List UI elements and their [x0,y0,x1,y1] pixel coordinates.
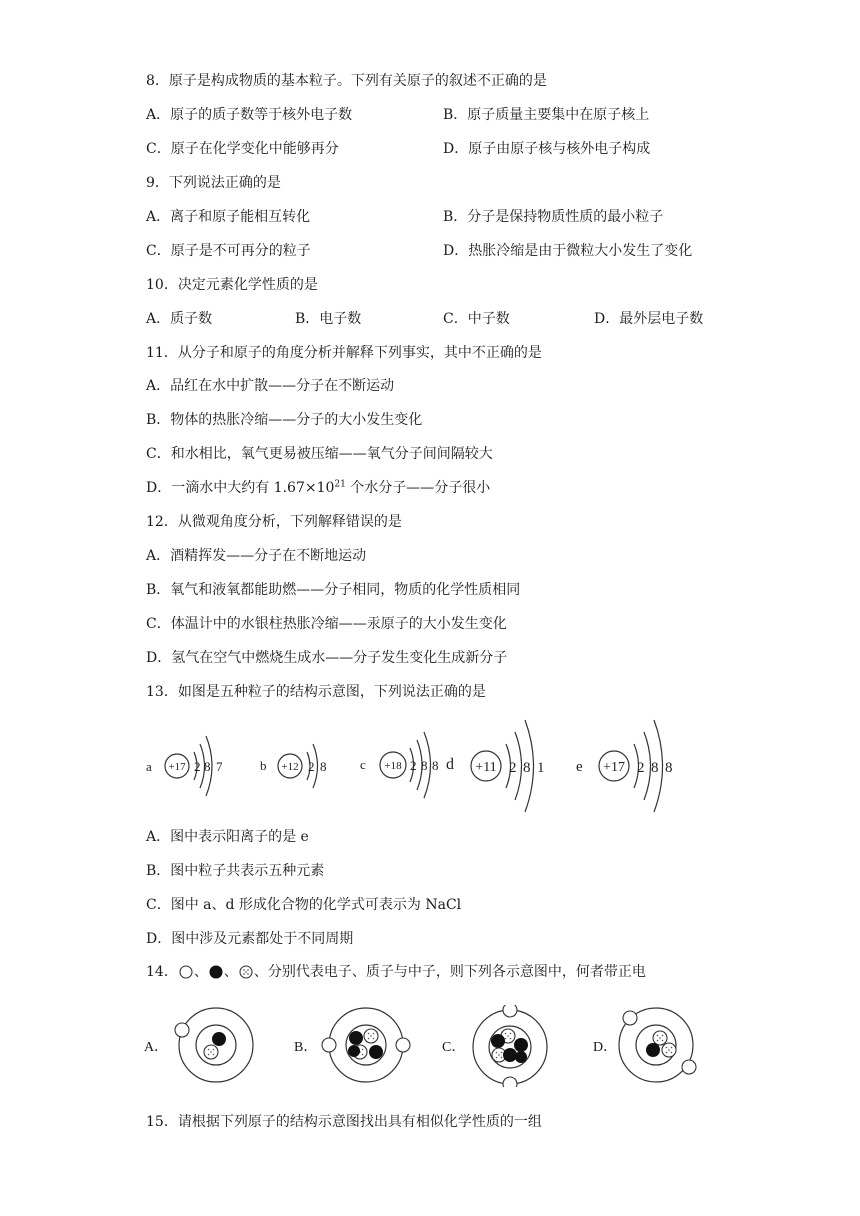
particle-e-shell-2: 8 [651,760,659,776]
question-15-stem: 15．请根据下列原子的结构示意图找出具有相似化学性质的一组 [146,1114,542,1130]
q10-option-d: D．最外层电子数 [594,311,704,327]
q8-option-d: D．原子由原子核与核外电子构成 [443,141,651,157]
q12-option-a: A．酒精挥发——分子在不断地运动 [146,548,367,564]
q9-option-a: A．离子和原子能相互转化 [146,209,311,225]
particle-a-shell-2: 8 [204,759,211,774]
particle-c-label: c [360,757,366,772]
atom-models-diagram [140,1005,710,1087]
particle-c-shell-1: 2 [410,758,417,773]
particle-e-nucleus: +17 [603,760,625,775]
q13-option-d: D．图中涉及元素都处于不同周期 [146,931,354,947]
electron-symbol-icon [178,964,194,980]
q14-option-b: B． [294,1040,318,1055]
neutron-symbol-icon [238,964,254,980]
question-13-stem: 13．如图是五种粒子的结构示意图，下列说法正确的是 [146,684,486,700]
q11-option-c: C．和水相比，氧气更易被压缩——氧气分子间间隔较大 [146,446,493,462]
question-8-stem: 8．原子是构成物质的基本粒子。下列有关原子的叙述不正确的是 [146,73,547,89]
particle-e-shell-1: 2 [637,760,645,776]
q11-option-b: B．物体的热胀冷缩——分子的大小发生变化 [146,412,423,428]
question-12-stem: 12．从微观角度分析，下列解释错误的是 [146,514,402,530]
q12-option-c: C．体温计中的水银柱热胀冷缩——汞原子的大小发生变化 [146,616,507,632]
q13-option-b: B．图中粒子共表示五种元素 [146,863,325,879]
particle-e-label: e [576,759,583,775]
q14-number: 14． [146,964,178,980]
q11-option-a: A．品红在水中扩散——分子在不断运动 [146,378,395,394]
q11-option-d [146,478,490,498]
proton-symbol-icon [208,964,224,980]
question-11-stem: 11．从分子和原子的角度分析并解释下列事实，其中不正确的是 [146,345,542,361]
particle-b-shell-1: 2 [308,759,315,774]
q13-option-a: A．图中表示阳离子的是 e [146,829,309,845]
q14-option-c: C． [442,1040,466,1055]
q14-separator-2: 、 [223,964,238,980]
particle-a-nucleus: +17 [168,761,186,773]
q8-option-a: A．原子的质子数等于核外电子数 [146,107,353,123]
particle-d-shell-2: 8 [523,760,531,776]
q10-option-a: A．质子数 [146,311,213,327]
particle-b-label: b [260,758,267,773]
particle-a-label: a [146,759,152,774]
q14-separator-3: 、 [253,964,268,980]
particle-d-label: d [446,756,454,773]
particle-e-shell-3: 8 [665,760,673,776]
q10-option-b: B．电子数 [295,311,362,327]
q9-option-c: C．原子是不可再分的粒子 [146,243,311,259]
particle-b-shell-2: 8 [320,759,327,774]
q11-option-d-exponent: 21 [334,479,346,490]
q14-option-d: D． [593,1040,618,1055]
question-9-stem: 9．下列说法正确的是 [146,175,281,191]
q12-option-d: D．氢气在空气中燃烧生成水——分子发生变化生成新分子 [146,650,508,666]
q9-option-d: D．热胀冷缩是由于微粒大小发生了变化 [443,243,693,259]
q14-option-a: A． [144,1040,169,1055]
q11-option-d-post: 个水分子——分子很小 [345,480,491,496]
q14-separator-1: 、 [193,964,208,980]
particle-c-shell-2: 8 [421,758,428,773]
q8-option-c: C．原子在化学变化中能够再分 [146,141,339,157]
particle-d-nucleus: +11 [475,760,497,775]
particle-d-shell-3: 1 [537,760,545,776]
particle-c-nucleus: +18 [384,760,402,772]
q13-option-c: C．图中 a、d 形成化合物的化学式可表示为 NaCl [146,897,462,913]
q14-stem-text: 分别代表电子、质子与中子，则下列各示意图中，何者带正电 [267,964,646,980]
q8-option-b: B．原子质量主要集中在原子核上 [443,107,650,123]
particle-a-shell-3: 7 [216,759,223,774]
particle-structure-diagram [140,712,720,816]
q9-option-b: B．分子是保持物质性质的最小粒子 [443,209,664,225]
particle-c-shell-3: 8 [432,758,439,773]
particle-d-shell-1: 2 [509,760,517,776]
particle-a-shell-1: 2 [194,759,201,774]
question-10-stem: 10．决定元素化学性质的是 [146,277,318,293]
q12-option-b: B．氧气和液氧都能助燃——分子相同，物质的化学性质相同 [146,582,521,598]
question-14-stem [146,962,646,982]
particle-b-nucleus: +12 [281,761,299,773]
q10-option-c: C．中子数 [443,311,510,327]
q11-option-d-pre: D．一滴水中大约有 1.67×10 [146,480,335,496]
